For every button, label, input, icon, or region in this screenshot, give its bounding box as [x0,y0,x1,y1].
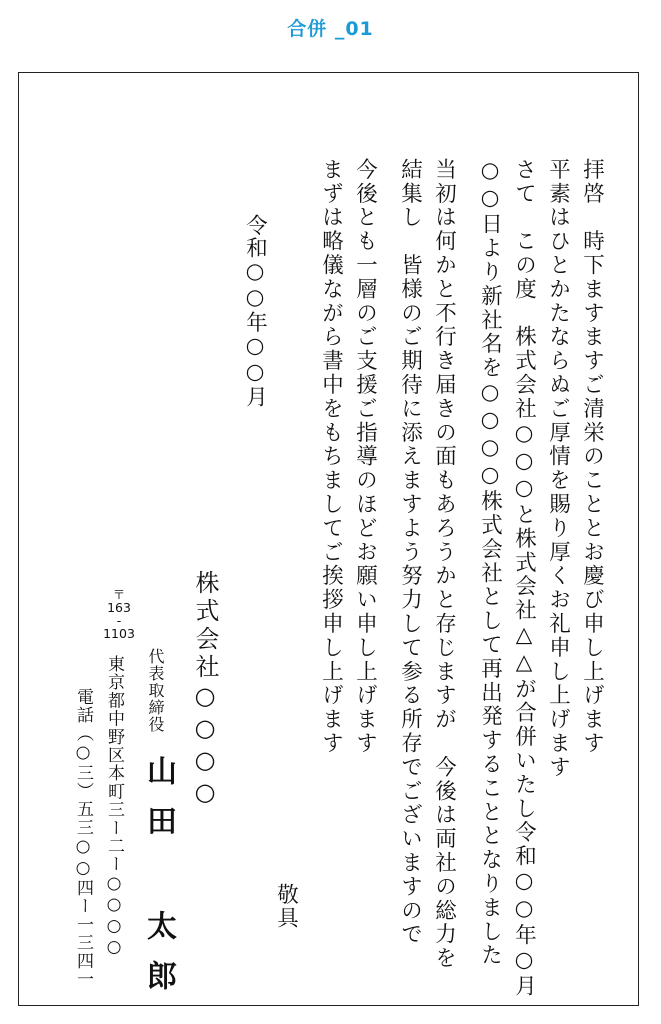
letter-line-8: まずは略儀ながら書中をもちましてご挨拶申し上げます [318,158,344,756]
letter-line-3: さて この度 株式会社○○○と株式会社△△が合併いたし令和○○年○月 [511,158,537,999]
postal-code-top: 163 [107,600,131,615]
letter-line-4: ○○日より新社名を○○○○株式会社として再出発することとなりました [477,158,503,968]
postal-code-dash: - [116,613,122,628]
letter-line-1: 拝啓 時下ますますご清栄のこととお慶び申し上げます [579,158,605,756]
postal-code-bottom: 1103 [103,626,135,641]
letter-line-5: 当初は何かと不行き届きの面もあろうかと存じますが 今後は両社の総力を [431,158,457,971]
representative-title: 代表取締役 [146,648,165,733]
representative-name: 山田 太郎 [141,755,176,1010]
letter-line-2: 平素はひとかたならぬご厚情を賜り厚くお礼申し上げます [545,158,571,780]
letter-date: 令和○○年○○月 [242,214,268,408]
company-name: 株式会社○○○○ [191,570,219,810]
page-title: 合併 _01 [287,18,374,40]
postal-code [96,588,142,640]
letter-line-6: 結集し 皆様のご期待に添えますよう努力して参る所存でございますので [397,158,423,947]
postal-mark: 〒 [112,587,126,602]
sender-phone: 電話（○三）五三○○四ー一三四一 [73,688,93,989]
letter-line-7: 今後とも一層のご支援ご指導のほどお願い申し上げます [352,158,378,756]
sender-address: 東京都中野区本町三ー二ー○○○○ [104,655,124,959]
closing-word: 敬具 [273,883,299,930]
